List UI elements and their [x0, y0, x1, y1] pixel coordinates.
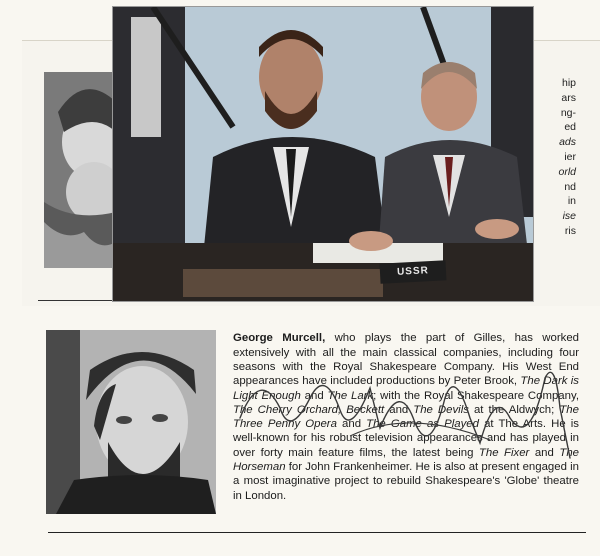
text-fragment: ars — [561, 91, 576, 104]
actor-biography: George Murcell, who plays the part of Gilles, has worked extensively with all the main classical companies, including four seasons with the Royal Shakespeare Company. His West End appearances have included productions by Peter Brook, The Dark is Light Enough and The Lark; with the Royal Shakespeare Company, The Cherry Orchard, Beckett and The Devils at the Aldwych; The Three Penny Opera and The Game as Played at The Arts. He is well-known for his robust television appearances and has played in over forty main feature films, the latest being The Fixer and The Horseman for John Frankenheimer. He is also at present engaged in a most imaginative project to rebuild Shakespeare's 'Globe' theatre in London. — [233, 332, 579, 502]
text-fragment: orld — [558, 165, 576, 178]
text-fragment: ng- — [560, 106, 576, 119]
film-still-photo — [112, 6, 534, 302]
play-title: The Game as Played — [366, 418, 479, 431]
bottom-divider — [48, 532, 586, 533]
actress-portrait-photo — [44, 72, 116, 268]
actor-name: George Murcell, — [233, 332, 326, 345]
underlying-page-text — [538, 76, 598, 239]
film-title: The Fixer — [478, 446, 530, 459]
text-fragment: hip — [561, 77, 576, 89]
film-title: The Horseman — [233, 446, 579, 474]
play-title: The Dark is Light Enough — [233, 375, 579, 402]
play-title: The Three Penny Opera — [233, 403, 579, 431]
text-fragment: ise — [562, 210, 576, 223]
play-title: The Lark — [327, 389, 374, 402]
text-fragment: nd — [564, 180, 576, 193]
text-fragment: in — [567, 195, 576, 208]
text-fragment: ier — [564, 150, 576, 163]
country-name-plate: USSR — [380, 260, 447, 283]
text-fragment: ed — [564, 121, 576, 134]
text-fragment: ris — [564, 224, 576, 237]
play-title: The Devils — [413, 403, 469, 416]
actor-portrait-photo — [46, 330, 216, 514]
text-fragment: ads — [559, 136, 576, 149]
play-title: The Cherry Orchard, Beckett — [233, 403, 385, 416]
